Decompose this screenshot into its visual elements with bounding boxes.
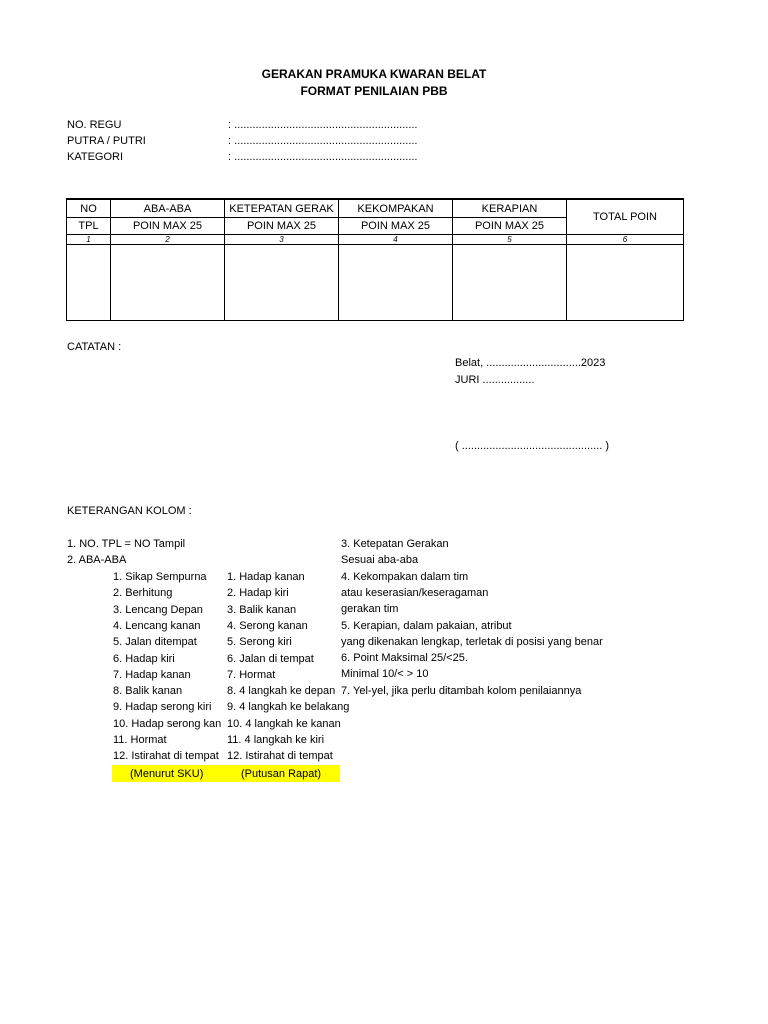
field-label-regu: NO. REGU [67,119,122,131]
list-item: 1. Sikap Sempurna [113,571,207,583]
list-item: 7. Hormat [227,668,276,681]
list-item: 6. Jalan di tempat [227,652,314,665]
list-item: 5. Serong kiri [227,636,292,649]
entry-cell-ketepatan-gerak[interactable] [225,245,339,321]
list-item: atau keserasian/keseragaman [341,586,489,599]
header-no: NO [67,199,111,218]
field-value-putra-putri: : ............................................................ [228,135,418,147]
column-number: 6 [567,235,684,245]
list-item: 10. Hadap serong kan [113,717,222,730]
header-total-poin: TOTAL POIN [567,199,684,235]
source-sku-label: (Menurut SKU) [130,768,204,780]
list-item: 4. Serong kanan [227,619,308,632]
catatan-label: CATATAN : [67,341,122,353]
column-number: 3 [225,235,339,245]
header-aba-aba: ABA-ABA [111,199,225,218]
list-item: 4. Lencang kanan [113,619,201,632]
entry-cell-total[interactable] [567,245,684,321]
list-item: yang dikenakan lengkap, terletak di posisi yang benar [341,635,603,648]
list-item: 3. Ketepatan Gerakan [341,538,449,550]
column-number: 5 [453,235,567,245]
list-item: 4. Kekompakan dalam tim [341,570,469,583]
column-number: 1 [67,235,111,245]
header-kekompakan: KEKOMPAKAN [339,199,453,218]
list-item: 3. Balik kanan [227,603,297,616]
list-item: gerakan tim [341,603,399,616]
list-item: 1. Hadap kanan [227,571,305,583]
list-item: 8. 4 langkah ke depan [227,685,336,698]
column-number: 4 [339,235,453,245]
list-item: 8. Balik kanan [113,685,183,698]
header-ketepatan-gerak: KETEPATAN GERAK [225,199,339,218]
entry-cell-kerapian[interactable] [453,245,567,321]
list-item: Minimal 10/< > 10 [341,668,429,681]
subheader-aba-aba: POIN MAX 25 [111,218,225,235]
field-value-kategori: : ............................................................ [228,151,418,163]
header-kerapian: KERAPIAN [453,199,567,218]
entry-cell-no[interactable] [67,245,111,321]
signature-juri: JURI ................. [455,374,535,386]
list-item: 3. Lencang Depan [113,603,203,616]
list-item: 6. Hadap kiri [113,652,175,665]
score-table [66,198,684,321]
keterangan-title: KETERANGAN KOLOM : [67,505,192,517]
entry-cell-kekompakan[interactable] [339,245,453,321]
document-subtitle: FORMAT PENILAIAN PBB [300,84,448,98]
list-item: 9. 4 langkah ke belakang [227,701,350,714]
list-item: 5. Kerapian, dalam pakaian, atribut [341,619,512,632]
list-item: Sesuai aba-aba [341,554,419,567]
keterangan-item-2: 2. ABA-ABA [67,554,127,566]
list-item: 7. Yel-yel, jika perlu ditambah kolom penilaiannya [341,684,582,697]
document-title: GERAKAN PRAMUKA KWARAN BELAT [261,67,487,81]
field-value-regu: : ............................................................ [228,119,418,131]
source-rapat-label: (Putusan Rapat) [241,768,322,780]
subheader-kekompakan: POIN MAX 25 [339,218,453,235]
signature-name: ( .............................................. ) [455,440,610,452]
list-item: 11. Hormat [113,734,167,746]
list-item: 9. Hadap serong kiri [113,701,212,714]
list-item: 12. Istirahat di tempat [227,750,333,763]
list-item: 12. Istirahat di tempat [113,750,219,763]
field-label-putra-putri: PUTRA / PUTRI [67,135,146,147]
keterangan-item-1: 1. NO. TPL = NO Tampil [67,538,186,550]
field-label-kategori: KATEGORI [67,151,124,163]
subheader-ketepatan-gerak: POIN MAX 25 [225,218,339,235]
signature-place-date: Belat, ...............................2023 [455,357,606,369]
list-item: 6. Point Maksimal 25/<25. [341,652,468,665]
list-item: 7. Hadap kanan [113,668,191,681]
column-number: 2 [111,235,225,245]
list-item: 2. Berhitung [113,587,173,600]
list-item: 2. Hadap kiri [227,587,289,600]
list-item: 11. 4 langkah ke kiri [227,734,325,746]
subheader-kerapian: POIN MAX 25 [453,218,567,235]
list-item: 10. 4 langkah ke kanan [227,717,341,730]
header-tpl: TPL [67,218,111,235]
entry-cell-aba-aba[interactable] [111,245,225,321]
list-item: 5. Jalan ditempat [113,636,197,649]
